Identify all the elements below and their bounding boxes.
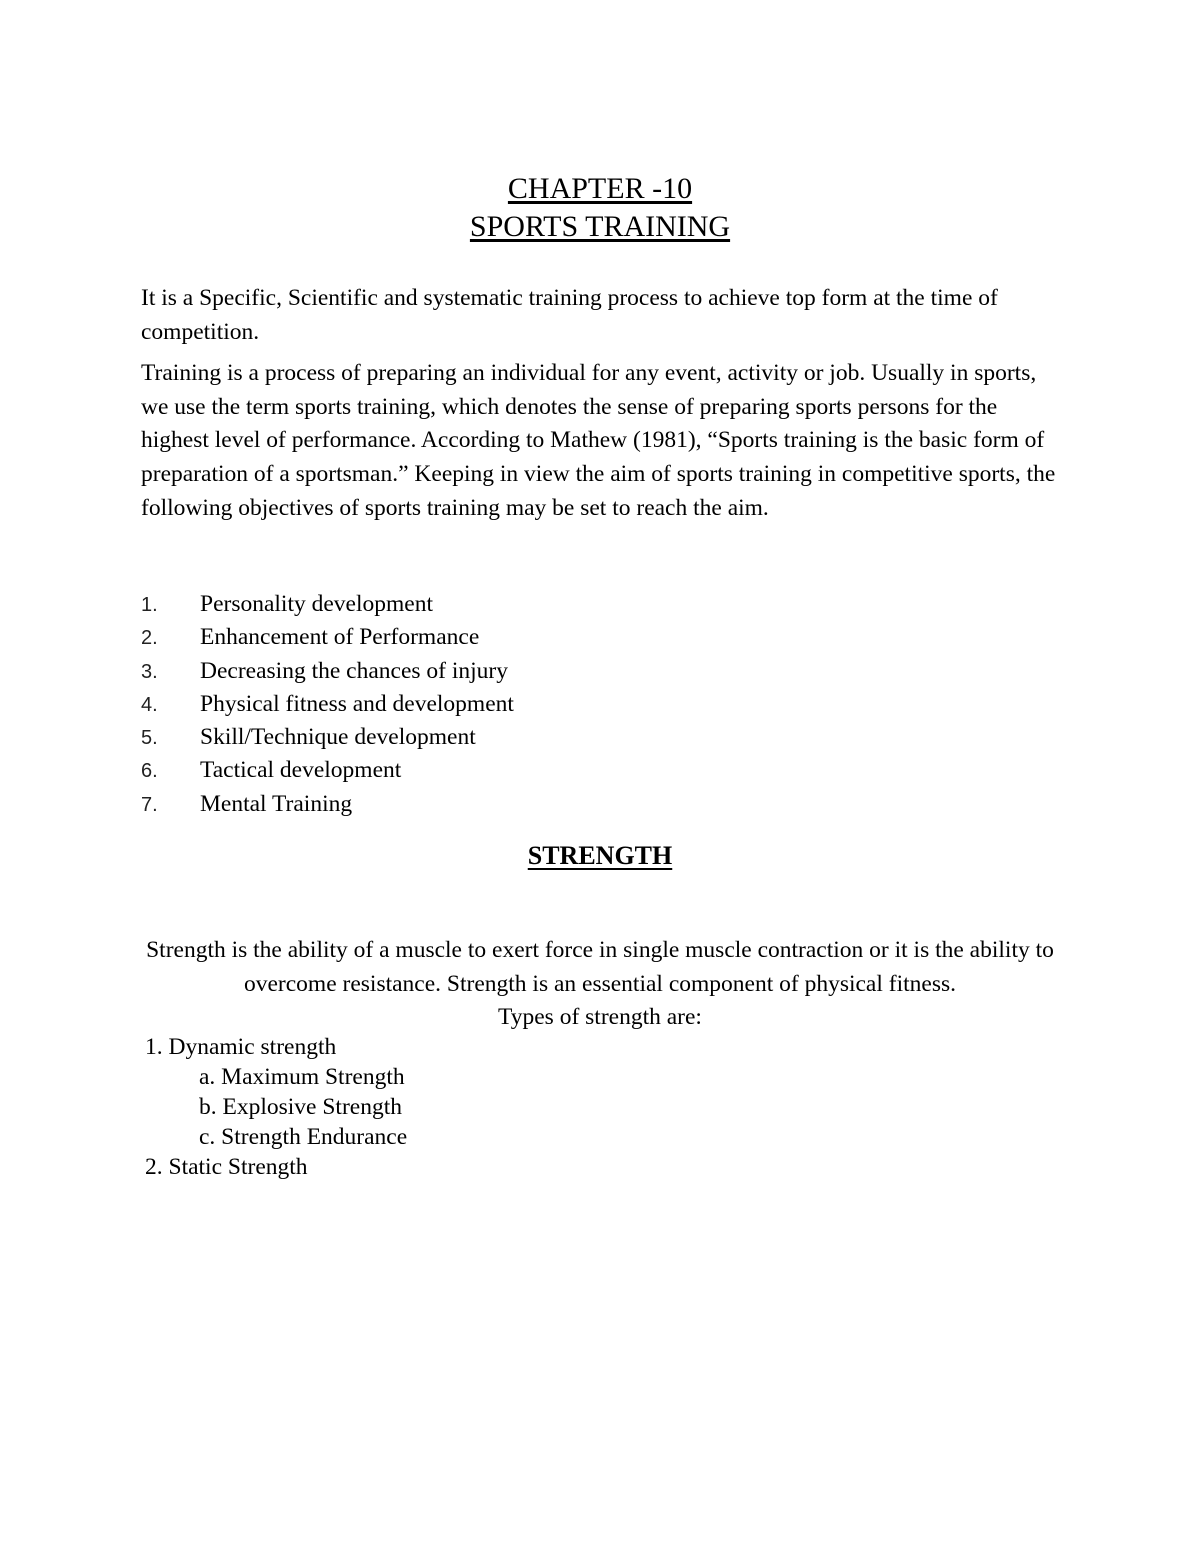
list-item: [141, 788, 514, 821]
title-label: SPORTS TRAINING: [469, 210, 731, 243]
list-item: [141, 688, 514, 721]
strength-types-intro: Types of strength are:: [498, 1004, 702, 1030]
list-text: Enhancement of Performance: [200, 624, 480, 651]
strength-definition: Strength is the ability of a muscle to exert force in single muscle contraction or it is the ability to overcome resistance. Strength is an essential component of physical fitness.: [146, 937, 1054, 997]
list-number: 4.: [141, 693, 158, 716]
strength-types-list: [145, 1032, 407, 1182]
strength-heading-label: STRENGTH: [527, 841, 673, 870]
strength-subtype-explosive: b. Explosive Strength: [199, 1094, 402, 1120]
strength-subtype-maximum: a. Maximum Strength: [199, 1064, 405, 1090]
training-paragraph: Training is a process of preparing an individual for any event, activity or job. Usually in sports, we use the term sports training, which denotes the sense of preparing sports persons for the highest level of performance. According to Mathew (1981), “Sports training is the basic form of preparation of a sportsman.” Keeping in view the aim of sports training in competitive sports, the following objectives of sports training may be set to reach the aim.: [141, 360, 1056, 521]
list-number: 6.: [141, 760, 158, 783]
strength-type-static: 2. Static Strength: [145, 1154, 308, 1180]
list-number: 7.: [141, 793, 158, 816]
list-number: 1.: [141, 594, 158, 616]
strength-heading: [0, 838, 1200, 874]
list-text: Skill/Technique development: [200, 724, 476, 751]
list-item: [141, 754, 514, 787]
list-text: Personality development: [200, 591, 433, 617]
list-item: [141, 655, 514, 688]
list-text: Physical fitness and development: [200, 690, 514, 717]
list-number: 2.: [141, 627, 158, 650]
strength-type-dynamic: 1. Dynamic strength: [145, 1034, 337, 1060]
list-number: 5.: [141, 727, 158, 750]
intro-paragraph: It is a Specific, Scientific and systematic training process to achieve top form at the time of competition.: [141, 285, 998, 345]
chapter-heading: [0, 171, 1200, 207]
strength-subtype-endurance: c. Strength Endurance: [199, 1124, 408, 1150]
list-text: Mental Training: [200, 790, 353, 817]
list-item: [141, 621, 514, 654]
objectives-list: [141, 588, 514, 821]
list-text: Decreasing the chances of injury: [200, 657, 508, 684]
list-item: [141, 588, 514, 621]
list-number: 3.: [141, 660, 158, 683]
list-item: [141, 721, 514, 754]
list-text: Tactical development: [200, 757, 402, 784]
page-title: [0, 209, 1200, 245]
chapter-label: CHAPTER -10: [507, 172, 693, 205]
